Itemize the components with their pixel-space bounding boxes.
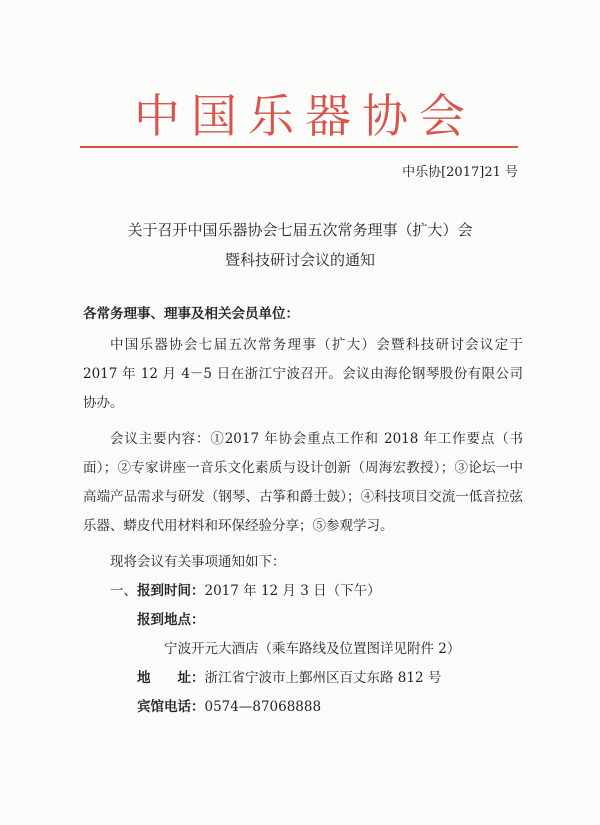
paragraph-notice-intro: 现将会议有关事项通知如下： — [110, 554, 286, 570]
item-number: 一、 — [110, 583, 137, 599]
checkin-time-value: 2017 年 12 月 3 日（下午） — [204, 583, 381, 599]
address-value: 浙江省宁波市上鄞州区百丈东路 812 号 — [204, 670, 442, 686]
recipient-line: 各常务理事、理事及相关会员单位： — [83, 306, 299, 322]
checkin-place-label: 报到地点： — [137, 612, 205, 628]
item-checkin-time — [83, 577, 523, 606]
document-body — [83, 300, 523, 722]
paragraph-meeting-content: 会议主要内容：①2017 年协会重点工作和 2018 年工作要点（书面）；②专家讲座一音乐文化素质与设计创新（周海宏教授）；③论坛一中高端产品需求与研发（钢琴、古筝和爵士鼓）；④科技项目交流一低音拉弦乐器、蟒皮代用材料和环保经验分享；⑤参观学习。 — [83, 431, 523, 534]
hotel-phone-label: 宾馆电话： — [137, 699, 205, 715]
title-line-1: 关于召开中国乐器协会七届五次常务理事（扩大）会 — [127, 221, 473, 239]
item-address — [83, 664, 523, 693]
paragraph-meeting-date: 中国乐器协会七届五次常务理事（扩大）会暨科技研讨会议定于 2017 年 12 月 4－5 日在浙江宁波召开。会议由海伦钢琴股份有限公司协办。 — [83, 337, 523, 411]
document-title — [0, 215, 600, 275]
document-number: 中乐协[2017]21 号 — [402, 165, 518, 180]
title-line-2: 暨科技研讨会议的通知 — [224, 251, 375, 269]
letterhead-org-name: 中国乐器协会 — [134, 89, 476, 143]
checkin-time-label: 报到时间： — [137, 583, 205, 599]
hotel-phone-value: 0574—87068888 — [204, 699, 322, 715]
address-label: 地 址： — [137, 670, 205, 686]
item-hotel-phone — [83, 693, 523, 722]
letterhead-red-rule — [80, 146, 518, 148]
checkin-hotel: 宁波开元大酒店（乘车路线及位置图详见附件 2） — [164, 641, 461, 657]
